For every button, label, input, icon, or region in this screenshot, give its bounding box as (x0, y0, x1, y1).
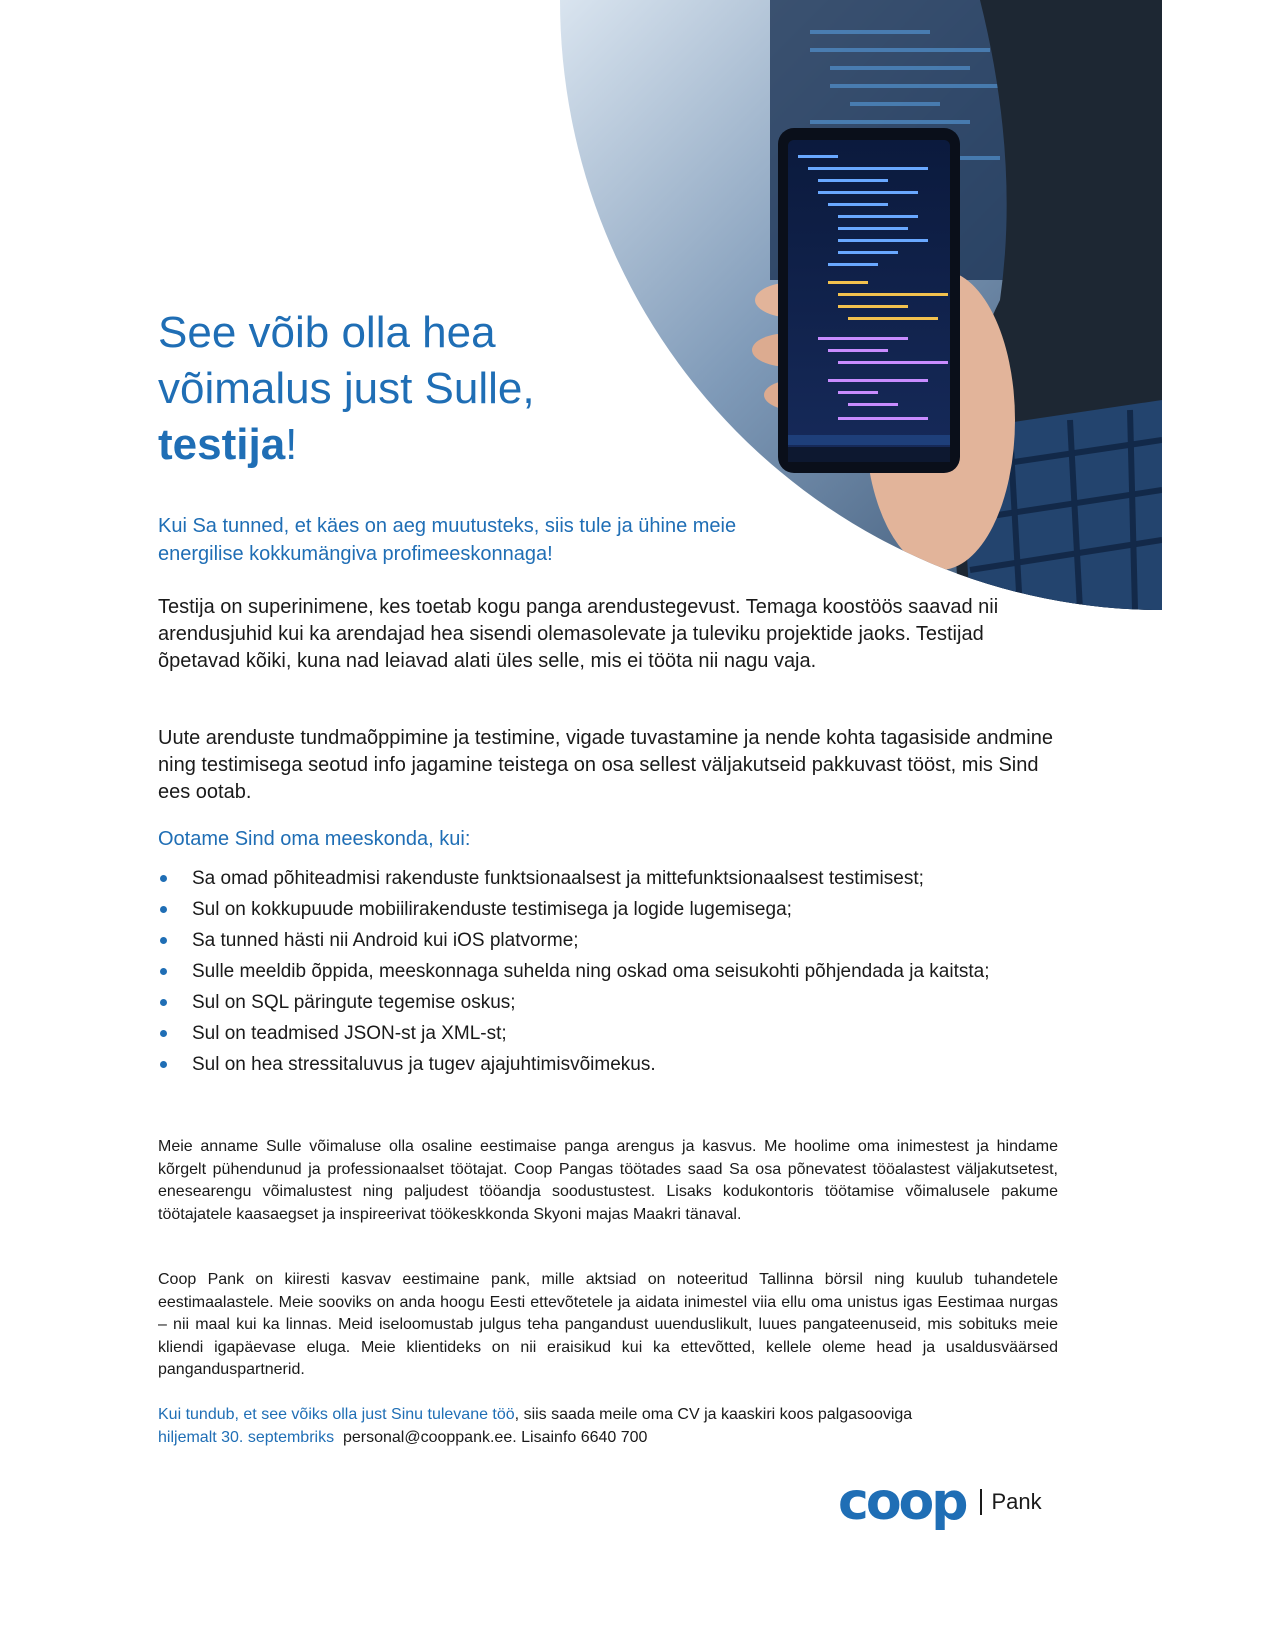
bullet-icon (160, 937, 167, 944)
logo-divider (980, 1489, 982, 1515)
list-item (158, 1021, 1038, 1047)
bullet-icon (160, 875, 167, 882)
list-item-text: Sulle meeldib õppida, meeskonnaga suhelda ning oskad oma seisukohti põhjendada ja kaitsta; (192, 961, 990, 982)
logo-text: Pank (991, 1489, 1042, 1514)
list-item (158, 1052, 1038, 1078)
list-item-text: Sul on hea stressitaluvus ja tugev ajajuhtimisvõimekus. (192, 1054, 656, 1075)
offer-paragraph: Meie anname Sulle võimaluse olla osaline eestimaise panga arengus ja kasvus. Me hoolime oma inimestest ja hindame kõrgelt pühendunud ja professionaalset töötajat. Coop Pangas töötades saad Sa osa põnevatest tööalastest väljakutsetest, enesearengu võimalustest ning paljudest tööandja soodustustest. Lisaks kodukontoris töötamise võimalusele pakume töötajatele kaasaegset ja inspireerivat töökeskkonda Skyoni majas Maakri tänaval. (158, 1138, 1058, 1223)
bullet-icon (160, 1061, 167, 1068)
list-item (158, 897, 1038, 923)
list-item-text: Sul on SQL päringute tegemise oskus; (192, 992, 516, 1013)
contact-middle: , siis saada meile oma CV ja kaaskiri koos palgasooviga (514, 1406, 913, 1423)
contact-deadline: hiljemalt 30. septembriks (158, 1428, 335, 1446)
contact-paragraph (158, 1404, 1058, 1449)
requirements-heading: Ootame Sind oma meeskonda, kui: (158, 828, 471, 850)
headline-line-2: võimalus just Sulle, (158, 364, 535, 413)
bullet-icon (160, 999, 167, 1006)
bullet-icon (160, 906, 167, 913)
paragraph-2: Uute arenduste tundmaõppimine ja testimine, vigade tuvastamine ja nende kohta tagasiside andmine ning testimisega seotud info jagamine teistega on osa sellest väljakutseid pakkuvast tööst, mis Sind ees ootab. (158, 727, 1053, 803)
headline-line-1: See võib olla hea (158, 308, 496, 357)
contact-email-info[interactable]: personal@cooppank.ee. Lisainfo 6640 700 (334, 1428, 648, 1446)
bullet-icon (160, 968, 167, 975)
requirements-list (158, 866, 1038, 1083)
list-item (158, 959, 1038, 985)
list-item (158, 990, 1038, 1016)
intro-text: Kui Sa tunned, et käes on aeg muutusteks, siis tule ja ühine meie energilise kokkumängiva profimeeskonnaga! (158, 515, 737, 565)
about-paragraph: Coop Pank on kiiresti kasvav eestimaine pank, mille aktsiad on noteeritud Tallinna börsil ning kuulub tuhandetele eestimaalastele. Meie sooviks on anda hoogu Eesti ettevõtetele ja aidata inimestel viia ellu oma unistus igas Eestimaa nurgas – nii maal kui ka linnas. Meid iseloomustab julgus teha pangandust uuenduslikult, luues pangateenuseid, mis sobituks meie kliendi igapäevase eluga. Meie klientideks on nii eraisikud kui ka ettevõtted, kellele oleme head ja usaldusväärsed panganduspartnerid. (158, 1271, 1058, 1378)
headline-strong: testija (158, 420, 286, 469)
coop-logo-word: coop (838, 1472, 966, 1532)
headline-suffix: ! (285, 420, 298, 469)
headline (158, 305, 638, 473)
paragraph-1: Testija on superinimene, kes toetab kogu panga arendustegevust. Temaga koostöös saavad nii arendusjuhid kui ka arendajad hea sisendi olemasolevate ja tuleviku projektide jaoks. Testijad õpetavad kõiki, kuna nad leiavad alati üles selle, mis ei tööta nii nagu vaja. (158, 596, 999, 672)
list-item-text: Sul on teadmised JSON-st ja XML-st; (192, 1023, 507, 1044)
bullet-icon (160, 1030, 167, 1037)
list-item-text: Sa omad põhiteadmisi rakenduste funktsionaalsest ja mittefunktsionaalsest testimisest; (192, 868, 924, 889)
list-item (158, 866, 1038, 892)
coop-pank-logo (838, 1472, 1042, 1532)
list-item-text: Sa tunned hästi nii Android kui iOS platvorme; (192, 930, 579, 951)
contact-lead: Kui tundub, et see võiks olla just Sinu tulevane töö (158, 1406, 515, 1423)
list-item (158, 928, 1038, 954)
list-item-text: Sul on kokkupuude mobiilirakenduste testimisega ja logide lugemisega; (192, 899, 792, 920)
headline-line-3 (158, 417, 638, 473)
